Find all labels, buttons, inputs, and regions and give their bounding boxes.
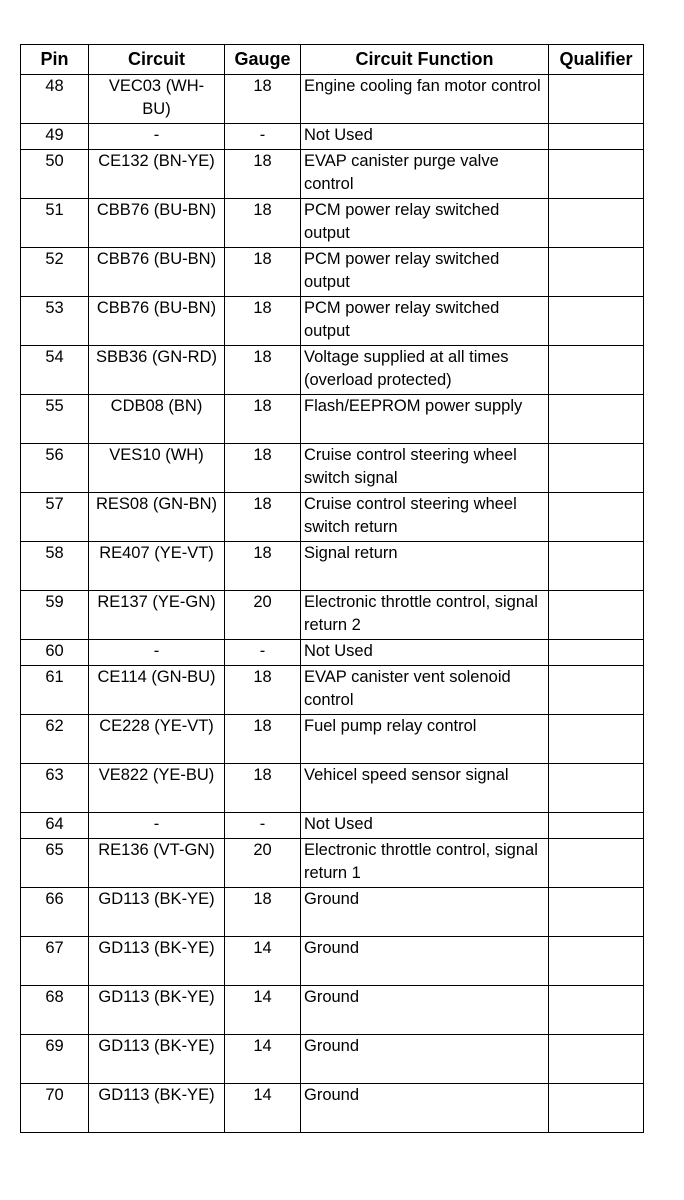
gauge-cell: 14 — [225, 986, 301, 1035]
qualifier-cell — [549, 839, 644, 888]
pin-cell: 69 — [21, 1035, 89, 1084]
qualifier-cell — [549, 75, 644, 124]
circuit-function-cell: Ground — [301, 986, 549, 1035]
qualifier-cell — [549, 444, 644, 493]
qualifier-cell — [549, 1084, 644, 1133]
circuit-function-cell: Electronic throttle control, signal return 1 — [301, 839, 549, 888]
qualifier-cell — [549, 813, 644, 839]
circuit-function-cell: Ground — [301, 1084, 549, 1133]
table-row — [21, 199, 644, 248]
circuit-cell: GD113 (BK-YE) — [89, 1084, 225, 1133]
gauge-cell: 14 — [225, 1084, 301, 1133]
circuit-function-cell: Engine cooling fan motor control — [301, 75, 549, 124]
pin-cell: 48 — [21, 75, 89, 124]
qualifier-cell — [549, 640, 644, 666]
header-row — [21, 45, 644, 75]
circuit-cell: CE132 (BN-YE) — [89, 150, 225, 199]
gauge-cell: 18 — [225, 346, 301, 395]
gauge-cell: 14 — [225, 937, 301, 986]
pin-cell: 59 — [21, 591, 89, 640]
circuit-cell: GD113 (BK-YE) — [89, 986, 225, 1035]
circuit-function-cell: Flash/EEPROM power supply — [301, 395, 549, 444]
circuit-function-cell: Ground — [301, 937, 549, 986]
circuit-cell: RES08 (GN-BN) — [89, 493, 225, 542]
gauge-cell: 18 — [225, 888, 301, 937]
circuit-function-cell: Not Used — [301, 813, 549, 839]
table-row — [21, 666, 644, 715]
gauge-cell: 18 — [225, 395, 301, 444]
qualifier-cell — [549, 1035, 644, 1084]
pin-table — [20, 44, 644, 1133]
qualifier-cell — [549, 124, 644, 150]
table-row — [21, 813, 644, 839]
circuit-function-cell: Not Used — [301, 640, 549, 666]
table-row — [21, 346, 644, 395]
pin-cell: 52 — [21, 248, 89, 297]
circuit-function-cell: Signal return — [301, 542, 549, 591]
circuit-cell: RE137 (YE-GN) — [89, 591, 225, 640]
circuit-cell: VEC03 (WH-BU) — [89, 75, 225, 124]
gauge-cell: 18 — [225, 542, 301, 591]
circuit-cell: - — [89, 640, 225, 666]
gauge-cell: 14 — [225, 1035, 301, 1084]
circuit-cell: CE114 (GN-BU) — [89, 666, 225, 715]
circuit-function-cell: Ground — [301, 1035, 549, 1084]
circuit-cell: - — [89, 124, 225, 150]
circuit-function-cell: Cruise control steering wheel switch signal — [301, 444, 549, 493]
pin-cell: 62 — [21, 715, 89, 764]
circuit-cell: RE407 (YE-VT) — [89, 542, 225, 591]
pin-cell: 57 — [21, 493, 89, 542]
pin-cell: 63 — [21, 764, 89, 813]
gauge-cell: - — [225, 640, 301, 666]
gauge-cell: - — [225, 124, 301, 150]
pin-cell: 56 — [21, 444, 89, 493]
table-row — [21, 444, 644, 493]
circuit-cell: RE136 (VT-GN) — [89, 839, 225, 888]
pin-cell: 66 — [21, 888, 89, 937]
circuit-cell: GD113 (BK-YE) — [89, 888, 225, 937]
gauge-cell: 18 — [225, 297, 301, 346]
qualifier-cell — [549, 248, 644, 297]
pin-cell: 61 — [21, 666, 89, 715]
gauge-cell: 18 — [225, 199, 301, 248]
circuit-function-cell: PCM power relay switched output — [301, 297, 549, 346]
gauge-cell: 18 — [225, 444, 301, 493]
table-row — [21, 493, 644, 542]
table-row — [21, 640, 644, 666]
circuit-function-cell: Ground — [301, 888, 549, 937]
qualifier-cell — [549, 986, 644, 1035]
table-row — [21, 297, 644, 346]
gauge-cell: 18 — [225, 150, 301, 199]
table-row — [21, 764, 644, 813]
qualifier-cell — [549, 542, 644, 591]
circuit-function-cell: EVAP canister vent solenoid control — [301, 666, 549, 715]
circuit-cell: SBB36 (GN-RD) — [89, 346, 225, 395]
circuit-cell: CBB76 (BU-BN) — [89, 297, 225, 346]
gauge-cell: 18 — [225, 666, 301, 715]
pin-cell: 51 — [21, 199, 89, 248]
table-row — [21, 248, 644, 297]
header-gauge: Gauge — [225, 45, 301, 75]
qualifier-cell — [549, 591, 644, 640]
gauge-cell: 20 — [225, 591, 301, 640]
circuit-function-cell: Voltage supplied at all times (overload protected) — [301, 346, 549, 395]
circuit-cell: GD113 (BK-YE) — [89, 937, 225, 986]
circuit-cell: CDB08 (BN) — [89, 395, 225, 444]
table-row — [21, 1035, 644, 1084]
qualifier-cell — [549, 297, 644, 346]
qualifier-cell — [549, 888, 644, 937]
table-row — [21, 888, 644, 937]
gauge-cell: 18 — [225, 715, 301, 764]
pin-cell: 67 — [21, 937, 89, 986]
circuit-function-cell: Fuel pump relay control — [301, 715, 549, 764]
pin-cell: 55 — [21, 395, 89, 444]
header-pin: Pin — [21, 45, 89, 75]
header-circuit-function: Circuit Function — [301, 45, 549, 75]
qualifier-cell — [549, 493, 644, 542]
pin-cell: 50 — [21, 150, 89, 199]
pin-cell: 65 — [21, 839, 89, 888]
circuit-function-cell: Cruise control steering wheel switch return — [301, 493, 549, 542]
table-row — [21, 1084, 644, 1133]
table-row — [21, 124, 644, 150]
table-row — [21, 150, 644, 199]
gauge-cell: 18 — [225, 75, 301, 124]
circuit-function-cell: PCM power relay switched output — [301, 199, 549, 248]
pin-cell: 49 — [21, 124, 89, 150]
circuit-function-cell: Electronic throttle control, signal return 2 — [301, 591, 549, 640]
qualifier-cell — [549, 395, 644, 444]
qualifier-cell — [549, 666, 644, 715]
header-qualifier: Qualifier — [549, 45, 644, 75]
gauge-cell: 18 — [225, 248, 301, 297]
table-row — [21, 75, 644, 124]
circuit-cell: VES10 (WH) — [89, 444, 225, 493]
qualifier-cell — [549, 150, 644, 199]
pin-cell: 70 — [21, 1084, 89, 1133]
circuit-function-cell: PCM power relay switched output — [301, 248, 549, 297]
table-row — [21, 395, 644, 444]
gauge-cell: 18 — [225, 493, 301, 542]
circuit-cell: CBB76 (BU-BN) — [89, 199, 225, 248]
qualifier-cell — [549, 764, 644, 813]
circuit-cell: CBB76 (BU-BN) — [89, 248, 225, 297]
circuit-cell: VE822 (YE-BU) — [89, 764, 225, 813]
circuit-function-cell: EVAP canister purge valve control — [301, 150, 549, 199]
pin-cell: 64 — [21, 813, 89, 839]
pin-cell: 58 — [21, 542, 89, 591]
table-row — [21, 542, 644, 591]
qualifier-cell — [549, 346, 644, 395]
table-row — [21, 839, 644, 888]
gauge-cell: 18 — [225, 764, 301, 813]
circuit-function-cell: Not Used — [301, 124, 549, 150]
pin-cell: 60 — [21, 640, 89, 666]
gauge-cell: - — [225, 813, 301, 839]
qualifier-cell — [549, 199, 644, 248]
gauge-cell: 20 — [225, 839, 301, 888]
circuit-function-cell: Vehicel speed sensor signal — [301, 764, 549, 813]
table-row — [21, 986, 644, 1035]
table-row — [21, 937, 644, 986]
circuit-cell: - — [89, 813, 225, 839]
table-row — [21, 715, 644, 764]
header-circuit: Circuit — [89, 45, 225, 75]
table-row — [21, 591, 644, 640]
pin-cell: 53 — [21, 297, 89, 346]
qualifier-cell — [549, 937, 644, 986]
circuit-cell: CE228 (YE-VT) — [89, 715, 225, 764]
pin-cell: 68 — [21, 986, 89, 1035]
circuit-cell: GD113 (BK-YE) — [89, 1035, 225, 1084]
pin-cell: 54 — [21, 346, 89, 395]
qualifier-cell — [549, 715, 644, 764]
